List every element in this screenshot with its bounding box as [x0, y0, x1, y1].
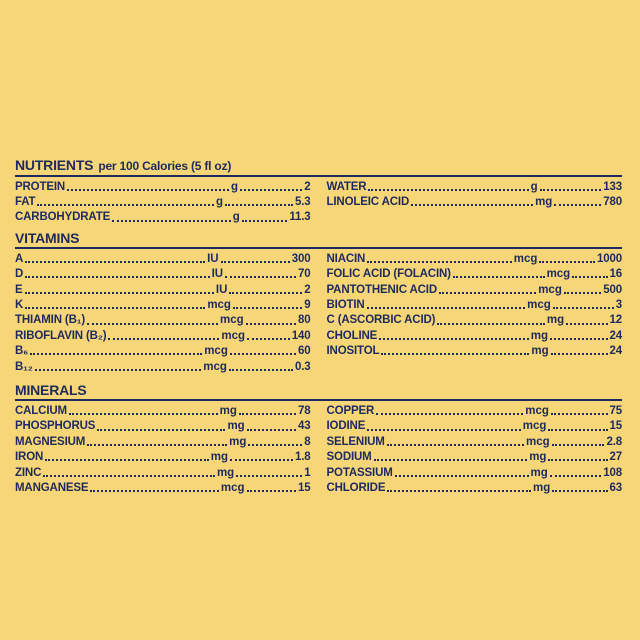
nutrient-label: CALCIUM [15, 404, 67, 417]
nutrient-label: B₁₂ [15, 360, 33, 373]
dot-leader [540, 189, 602, 191]
nutrient-label: PHOSPHORUS [15, 420, 96, 433]
dot-leader [367, 307, 526, 309]
nutrient-value: 75 [609, 404, 622, 417]
nutrient-label: FOLIC ACID (FOLACIN) [326, 268, 451, 281]
nutrient-unit: mcg [526, 435, 550, 448]
nutrient-row [327, 282, 623, 297]
nutrient-row [327, 403, 623, 418]
nutrient-value: 11.3 [289, 211, 311, 224]
dot-leader [552, 444, 605, 446]
nutrient-row [327, 313, 623, 328]
dot-leader [439, 292, 536, 294]
dot-leader [376, 413, 523, 415]
nutrient-row [15, 210, 311, 225]
nutrient-label: RIBOFLAVIN (B₂) [15, 329, 107, 342]
dot-leader [248, 444, 302, 446]
nutrient-unit: mg [530, 329, 548, 342]
nutrient-value: 12 [609, 314, 623, 327]
nutrient-label: COPPER [326, 404, 375, 417]
nutrient-value: 63 [609, 481, 622, 494]
nutrient-label: LINOLEIC ACID [326, 196, 410, 209]
nutrient-label: NIACIN [326, 252, 366, 265]
nutrient-value: 15 [298, 481, 311, 494]
title-main: NUTRIENTS [15, 157, 94, 173]
macro-left-column [15, 179, 311, 225]
nutrients-panel [15, 157, 622, 496]
minerals-section [15, 403, 622, 495]
dot-leader [97, 429, 225, 431]
nutrient-unit: IU [207, 252, 219, 265]
nutrient-label: FAT [15, 196, 36, 209]
nutrient-unit: mcg [221, 329, 246, 342]
nutrient-value: 80 [298, 314, 311, 327]
nutrient-unit: mg [219, 404, 237, 417]
nutrient-row [15, 282, 311, 297]
nutrient-unit: mg [529, 451, 547, 464]
nutrient-unit: g [530, 180, 538, 193]
dot-leader [564, 292, 601, 294]
nutrient-value: 27 [609, 451, 622, 464]
nutrient-label: E [15, 283, 23, 296]
dot-leader [236, 475, 302, 477]
nutrient-label: IRON [15, 451, 44, 464]
nutrient-unit: mcg [538, 283, 562, 296]
dot-leader [548, 459, 607, 461]
dot-leader [368, 189, 528, 191]
vitamins-right-column [327, 251, 623, 374]
nutrient-label: POTASSIUM [326, 466, 393, 479]
dot-leader [221, 261, 290, 263]
title-suffix: per 100 Calories (5 fl oz) [98, 159, 232, 173]
minerals-right-column [327, 403, 623, 495]
dot-leader [453, 276, 545, 278]
nutrient-value: 9 [304, 299, 311, 312]
dot-leader [229, 292, 302, 294]
nutrient-value: 2 [304, 180, 311, 193]
nutrient-unit: mg [216, 466, 235, 479]
nutrient-unit: mcg [204, 345, 228, 358]
dot-leader [539, 261, 595, 263]
nutrient-value: 43 [298, 420, 311, 433]
nutrient-label: BIOTIN [326, 299, 365, 312]
nutrient-value: 78 [298, 404, 311, 417]
minerals-heading: MINERALS [15, 382, 622, 401]
nutrient-row [15, 403, 311, 418]
nutrient-value: 70 [298, 268, 311, 281]
nutrient-value: 24 [609, 329, 622, 342]
vitamins-left-column [15, 251, 311, 374]
nutrient-unit: mg [227, 420, 245, 433]
dot-leader [30, 353, 202, 355]
dot-leader [25, 276, 209, 278]
nutrient-unit: mg [533, 481, 551, 494]
nutrient-row [327, 480, 623, 495]
dot-leader [387, 490, 531, 492]
nutrient-label: MAGNESIUM [15, 435, 86, 448]
nutrient-value: 0.3 [294, 360, 311, 373]
nutrient-row [15, 449, 311, 464]
dot-leader [379, 338, 529, 340]
nutrient-value: 500 [603, 283, 622, 296]
nutrient-unit: mcg [220, 481, 245, 494]
nutrient-label: CARBOHYDRATE [15, 211, 111, 224]
nutrient-value: 8 [304, 435, 311, 448]
nutrient-unit: mg [535, 196, 553, 209]
dot-leader [25, 307, 205, 309]
nutrient-value: 5.3 [294, 196, 311, 209]
dot-leader [550, 338, 608, 340]
dot-leader [247, 429, 296, 431]
nutrient-value: 1000 [597, 252, 622, 265]
dot-leader [112, 220, 231, 222]
dot-leader [367, 429, 521, 431]
nutrient-unit: mg [546, 314, 565, 327]
dot-leader [108, 338, 219, 340]
nutrient-value: 133 [603, 180, 622, 193]
nutrient-unit: mcg [219, 314, 244, 327]
nutrient-label: MANGANESE [15, 481, 89, 494]
dot-leader [225, 276, 296, 278]
dot-leader [25, 261, 205, 263]
nutrient-label: SODIUM [326, 451, 372, 464]
dot-leader [550, 475, 601, 477]
nutrient-value: 140 [291, 329, 311, 342]
dot-leader [553, 307, 614, 309]
dot-leader [374, 459, 528, 461]
nutrient-value: 780 [603, 196, 622, 209]
nutrient-value: 24 [609, 345, 622, 358]
nutrient-row [327, 449, 623, 464]
dot-leader [225, 204, 293, 206]
dot-leader [437, 323, 545, 325]
dot-leader [67, 189, 229, 191]
dot-leader [367, 261, 512, 263]
nutrient-value: 108 [603, 466, 622, 479]
dot-leader [551, 413, 608, 415]
nutrient-unit: mcg [203, 360, 227, 373]
dot-leader [242, 220, 288, 222]
nutrient-value: 60 [298, 345, 311, 358]
dot-leader [230, 353, 296, 355]
nutrient-label: IODINE [326, 420, 366, 433]
dot-leader [554, 204, 601, 206]
dot-leader [572, 276, 607, 278]
nutrient-label: D [15, 268, 24, 281]
dot-leader [233, 307, 302, 309]
nutrient-row [15, 297, 311, 312]
nutrient-row [327, 419, 623, 434]
nutrient-unit: g [232, 211, 240, 224]
dot-leader [229, 369, 293, 371]
nutrient-label: SELENIUM [326, 435, 385, 448]
nutrient-value: 1 [304, 466, 311, 479]
nutrient-row [15, 251, 311, 266]
nutrient-row [327, 344, 623, 359]
dot-leader [387, 444, 524, 446]
nutrient-unit: mg [229, 435, 247, 448]
nutrient-value: 2 [304, 283, 311, 296]
nutrient-label: CHOLINE [326, 329, 378, 342]
nutrient-unit: IU [215, 283, 228, 296]
nutrient-value: 300 [291, 252, 311, 265]
nutrient-unit: g [216, 196, 224, 209]
nutrient-label: THIAMIN (B₁) [15, 314, 86, 327]
nutrient-row [15, 328, 311, 343]
macro-right-column [327, 179, 623, 225]
nutrient-unit: mcg [513, 252, 538, 265]
macronutrients-section [15, 179, 622, 225]
nutrient-unit: IU [211, 268, 224, 281]
dot-leader [230, 459, 293, 461]
nutrient-row [327, 179, 623, 194]
minerals-left-column [15, 403, 311, 495]
dot-leader [239, 413, 296, 415]
nutrient-value: 2.8 [606, 435, 622, 448]
nutrient-unit: g [230, 180, 238, 193]
nutrient-row [15, 465, 311, 480]
nutrient-unit: mcg [527, 299, 551, 312]
nutrient-unit: mcg [546, 268, 571, 281]
dot-leader [87, 323, 218, 325]
dot-leader [247, 338, 290, 340]
nutrient-label: PANTOTHENIC ACID [326, 283, 437, 296]
nutrient-unit: mg [531, 345, 549, 358]
nutrient-row [327, 194, 623, 209]
dot-leader [551, 353, 608, 355]
nutrient-row [327, 434, 623, 449]
dot-leader [246, 323, 296, 325]
nutrient-unit: mcg [525, 404, 549, 417]
dot-leader [35, 369, 202, 371]
nutrient-row [327, 251, 623, 266]
dot-leader [552, 490, 607, 492]
nutrient-row [15, 359, 311, 374]
nutrient-label: INOSITOL [326, 345, 380, 358]
dot-leader [37, 204, 214, 206]
nutrient-label: WATER [326, 180, 367, 193]
nutrient-row [15, 419, 311, 434]
nutrient-label: B₆ [15, 345, 29, 358]
dot-leader [43, 475, 215, 477]
nutrient-row [327, 465, 623, 480]
nutrient-label: ZINC [15, 466, 42, 479]
nutrient-row [15, 267, 311, 282]
dot-leader [395, 475, 529, 477]
nutrient-value: 1.8 [294, 451, 311, 464]
nutrient-row [327, 297, 623, 312]
nutrient-value: 16 [609, 268, 622, 281]
dot-leader [25, 292, 214, 294]
nutrient-row [15, 313, 311, 328]
vitamins-heading: VITAMINS [15, 230, 622, 249]
nutrient-unit: mg [530, 466, 548, 479]
nutrient-row [15, 434, 311, 449]
nutrient-row [15, 179, 311, 194]
dot-leader [548, 429, 607, 431]
dot-leader [411, 204, 533, 206]
nutrient-value: 3 [615, 299, 623, 312]
nutrient-row [327, 267, 623, 282]
dot-leader [566, 323, 607, 325]
nutrient-unit: mcg [207, 299, 231, 312]
nutrient-label: K [15, 299, 24, 312]
dot-leader [45, 459, 209, 461]
nutrient-label: A [15, 252, 24, 265]
nutrient-label: PROTEIN [15, 180, 66, 193]
nutrient-unit: mcg [522, 420, 547, 433]
nutrient-label: C (ASCORBIC ACID) [326, 314, 436, 327]
nutrient-unit: mg [210, 451, 229, 464]
nutrient-row [327, 328, 623, 343]
nutrient-value: 15 [609, 420, 622, 433]
dot-leader [87, 444, 227, 446]
nutrient-row [15, 344, 311, 359]
dot-leader [240, 189, 302, 191]
nutrient-row [15, 480, 311, 495]
nutrient-label: CHLORIDE [326, 481, 386, 494]
dot-leader [69, 413, 218, 415]
dot-leader [247, 490, 296, 492]
vitamins-section [15, 251, 622, 374]
dot-leader [381, 353, 529, 355]
panel-title [15, 157, 622, 177]
nutrient-row [15, 194, 311, 209]
dot-leader [90, 490, 219, 492]
